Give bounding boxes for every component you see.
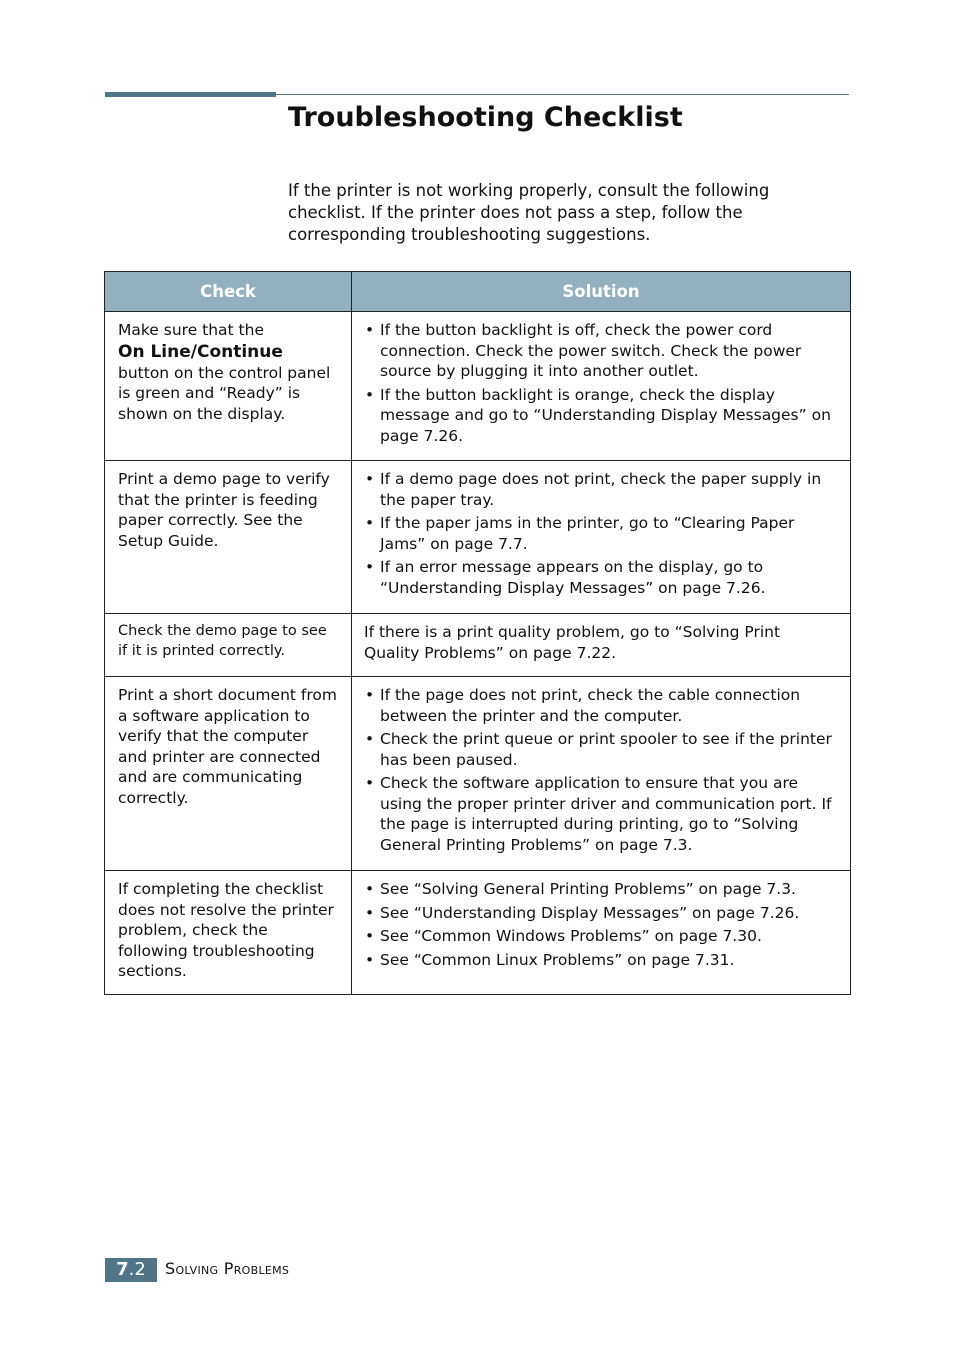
solution-text: See “Solving General Printing Problems” on page 7.3.	[380, 880, 796, 898]
solution-text: If the button backlight is off, check the power cord connection. Check the power switch. Check the power source by plugging it into another outlet.	[380, 321, 802, 380]
check-cell	[105, 312, 352, 461]
table-row	[105, 614, 851, 677]
check-cell	[105, 677, 352, 871]
check-text: Check the demo page to see if it is printed correctly.	[118, 623, 327, 659]
bullet-icon: •	[365, 558, 375, 576]
check-text: button on the control panel is green and “Ready” is shown on the display.	[118, 363, 331, 423]
check-text: Print a short document from a software application to verify that the computer and printer are connected and are communicating correctly.	[118, 686, 337, 807]
list-item	[364, 926, 840, 947]
table-row	[105, 312, 851, 461]
header-rule	[276, 94, 849, 95]
column-header-check: Check	[105, 272, 352, 312]
page-number: 2	[134, 1259, 146, 1280]
solution-cell	[352, 871, 851, 995]
list-item	[364, 320, 840, 382]
solution-text: If the button backlight is orange, check the display message and go to “Understanding Display Messages” on page 7.26.	[380, 385, 831, 445]
solution-cell	[352, 461, 851, 614]
bullet-icon: •	[365, 950, 375, 969]
check-text-intro: Make sure that the	[118, 321, 264, 339]
solution-text: If there is a print quality problem, go to “Solving Print Quality Problems” on page 7.22.	[364, 623, 781, 662]
solution-list	[364, 320, 840, 446]
solution-cell	[352, 614, 851, 677]
bullet-icon: •	[365, 774, 375, 792]
list-item	[364, 879, 840, 900]
solution-list	[364, 685, 840, 855]
table-header-row	[105, 272, 851, 312]
button-name: On Line/Continue	[118, 341, 283, 362]
table-row	[105, 461, 851, 614]
table-row	[105, 677, 851, 871]
bullet-icon: •	[365, 686, 375, 704]
page-number-dot: .	[128, 1259, 135, 1280]
bullet-icon: •	[365, 903, 375, 922]
list-item	[364, 773, 840, 855]
solution-text: Check the print queue or print spooler to see if the printer has been paused.	[380, 730, 832, 769]
solution-text: See “Understanding Display Messages” on page 7.26.	[380, 903, 800, 922]
column-header-solution: Solution	[352, 272, 851, 312]
list-item	[364, 950, 840, 971]
check-cell	[105, 461, 352, 614]
solution-list	[364, 879, 840, 970]
check-text: Print a demo page to verify that the printer is feeding paper correctly. See the Setup Guide.	[118, 470, 330, 550]
table-row	[105, 871, 851, 995]
solution-cell	[352, 677, 851, 871]
header-rule-accent	[105, 92, 276, 97]
list-item	[364, 557, 840, 598]
solution-text: If the page does not print, check the cable connection between the printer and the computer.	[380, 686, 801, 725]
check-cell	[105, 871, 352, 995]
page-number-tab	[105, 1258, 157, 1282]
list-item	[364, 385, 840, 447]
bullet-icon: •	[365, 514, 375, 532]
intro-paragraph: If the printer is not working properly, consult the following checklist. If the printer does not pass a step, follow the corresponding troubleshooting suggestions.	[288, 181, 770, 244]
list-item	[364, 513, 840, 554]
list-item	[364, 729, 840, 770]
solution-text: See “Common Linux Problems” on page 7.31.	[380, 950, 735, 969]
check-cell	[105, 614, 352, 677]
solution-cell	[352, 312, 851, 461]
bullet-icon: •	[365, 927, 375, 945]
bullet-icon: •	[365, 321, 375, 339]
solution-text: If an error message appears on the display, go to “Understanding Display Messages” on page 7.26.	[380, 558, 766, 597]
page-title: Troubleshooting Checklist	[288, 102, 683, 133]
checklist-table	[104, 271, 851, 995]
check-text: If completing the checklist does not resolve the printer problem, check the following troubleshooting sections.	[118, 880, 334, 980]
solution-text: See “Common Windows Problems” on page 7.30.	[380, 927, 762, 945]
bullet-icon: •	[365, 880, 375, 898]
chapter-number: 7	[116, 1259, 129, 1280]
solution-text: If a demo page does not print, check the paper supply in the paper tray.	[380, 470, 822, 509]
solution-list	[364, 469, 840, 598]
list-item	[364, 903, 840, 924]
section-title: Solving Problems	[165, 1259, 290, 1278]
bullet-icon: •	[365, 470, 375, 488]
solution-text: Check the software application to ensure that you are using the proper printer driver and communication port. If the page is interrupted during printing, go to “Solving General Printing Problems” on page 7.3.	[380, 774, 832, 854]
bullet-icon: •	[365, 730, 375, 748]
list-item	[364, 685, 840, 726]
bullet-icon: •	[365, 385, 375, 404]
solution-text: If the paper jams in the printer, go to “Clearing Paper Jams” on page 7.7.	[380, 514, 795, 553]
list-item	[364, 469, 840, 510]
